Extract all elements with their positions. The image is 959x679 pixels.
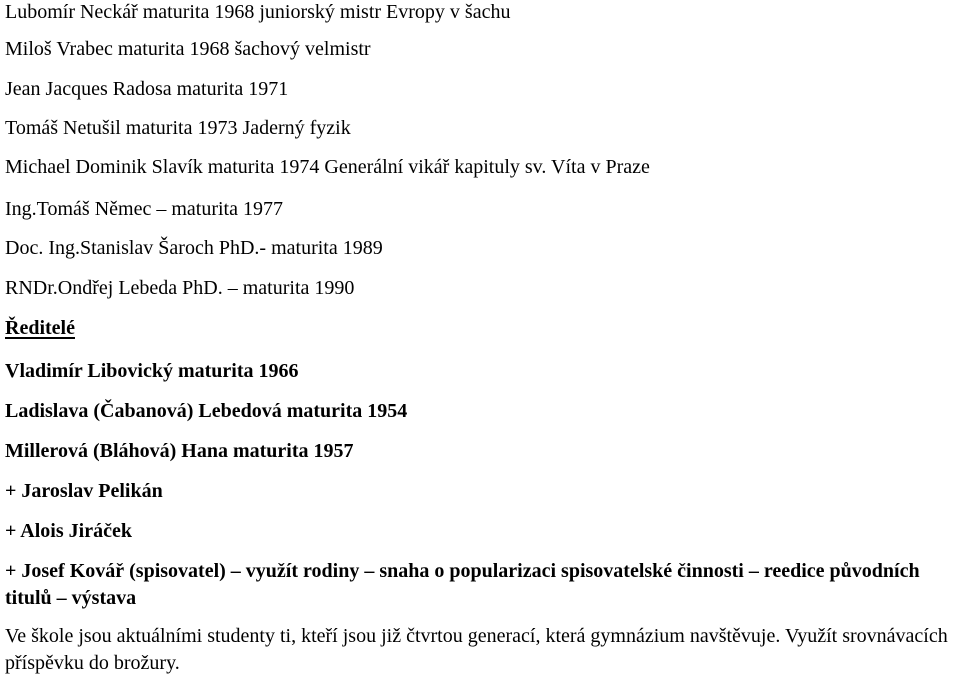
alumni-entry: Jean Jacques Radosa maturita 1971 [5,78,289,100]
alumni-entry: Tomáš Netušil maturita 1973 Jaderný fyzik [5,117,351,139]
director-entry: + Jaroslav Pelikán [5,480,163,502]
alumni-entry: Lubomír Neckář maturita 1968 juniorský mistr Evropy v šachu [5,1,511,23]
director-entry: + Josef Kovář (spisovatel) – využít rodiny – snaha o popularizaci spisovatelské činnosti – reedice původních titulů – výstava [5,560,920,609]
alumni-entry: Miloš Vrabec maturita 1968 šachový velmistr [5,38,371,60]
alumni-entry: Ing.Tomáš Němec – maturita 1977 [5,198,283,220]
footer-note: Ve škole jsou aktuálními studenty ti, kteří jsou již čtvrtou generací, která gymnázium navštěvuje. Využít srovnávacích příspěvku do brožury. [5,625,948,674]
alumni-entry: Michael Dominik Slavík maturita 1974 Generální vikář kapituly sv. Víta v Praze [5,156,650,178]
director-entry: Ladislava (Čabanová) Lebedová maturita 1954 [5,400,408,422]
alumni-entry: RNDr.Ondřej Lebeda PhD. – maturita 1990 [5,277,355,299]
director-entry: Millerová (Bláhová) Hana maturita 1957 [5,440,354,462]
alumni-entry: Doc. Ing.Stanislav Šaroch PhD.- maturita 1989 [5,237,383,259]
director-entry: Vladimír Libovický maturita 1966 [5,360,299,382]
director-entry: + Alois Jiráček [5,520,132,542]
directors-heading: Ředitelé [5,317,75,339]
